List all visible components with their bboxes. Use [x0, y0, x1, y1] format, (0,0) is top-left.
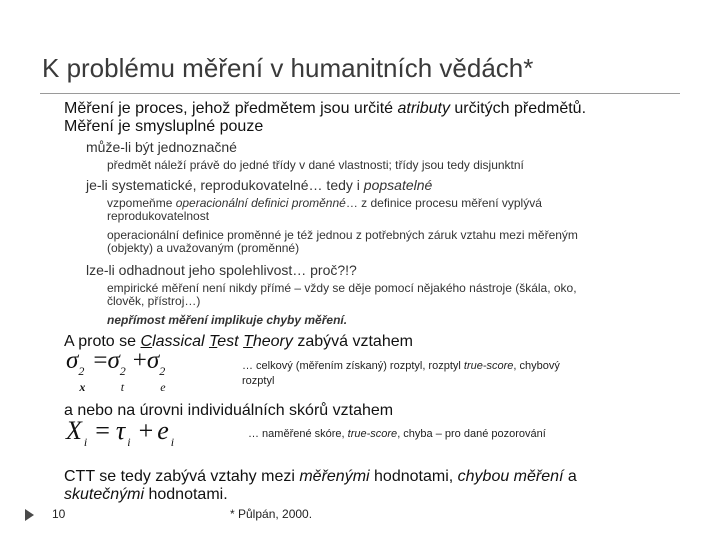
subsubbullet-operational-guarantee: operacionální definice proměnné je též jednou z potřebných záruk vztahu mezi měřeným (objekty) a uvažovaným (proměnné) — [107, 228, 578, 255]
variance-formula-note: … celkový (měřením získaný) rozptyl, rozptyl true-score, chybový rozptyl — [242, 360, 560, 387]
score-formula: X $_i$ = τ $_i$ + e $_i$ — [66, 416, 175, 449]
footer-arrow-icon — [25, 509, 34, 521]
subsubbullet-measurement-errors: nepřímost měření implikuje chyby měření. — [107, 313, 348, 327]
bullet-ctt-summary: CTT se tedy zabývá vztahy mezi měřenými hodnotami, chybou měření a skutečnými hodnotami. — [64, 468, 577, 503]
subsubbullet-indirect-measurement: empirické měření není nikdy přímé – vždy se děje pomocí nějakého nástroje (škála, oko, člověk, přístroj…) — [107, 281, 577, 308]
subsubbullet-operational-definition: vzpomeňme operacionální definici proměnné… z definice procesu měření vyplývá reprodukovatelnost — [107, 196, 542, 223]
footer-source: * Půlpán, 2000. — [230, 507, 313, 521]
slide-title: K problému měření v humanitních vědách* — [42, 53, 534, 83]
score-formula-note: … naměřené skóre, true-score, chyba – pro dané pozorování — [248, 428, 546, 440]
subbullet-reliability: lze-li odhadnout jeho spolehlivost… proč?!? — [86, 262, 357, 278]
bullet-measurement-definition: Měření je proces, jehož předmětem jsou určité atributy určitých předmětů. Měření je smysluplné pouze — [64, 100, 587, 135]
bullet-classical-test-theory: A proto se Classical Test Theory zabývá vztahem — [64, 333, 413, 350]
page-number: 10 — [52, 507, 66, 521]
bullet-individual-scores: a nebo na úrovni individuálních skórů vztahem — [64, 402, 394, 419]
title-divider — [40, 93, 680, 94]
subsubbullet-disjoint-classes: předmět náleží právě do jedné třídy v dané vlastnosti; třídy jsou tedy disjunktní — [107, 158, 524, 172]
subbullet-unambiguous: může-li být jednoznačné — [86, 139, 237, 155]
subbullet-systematic: je-li systematické, reprodukovatelné… tedy i popsatelné — [86, 177, 433, 193]
variance-formula: σ 2 x =σ 2 t +σ 2 e — [66, 347, 166, 394]
